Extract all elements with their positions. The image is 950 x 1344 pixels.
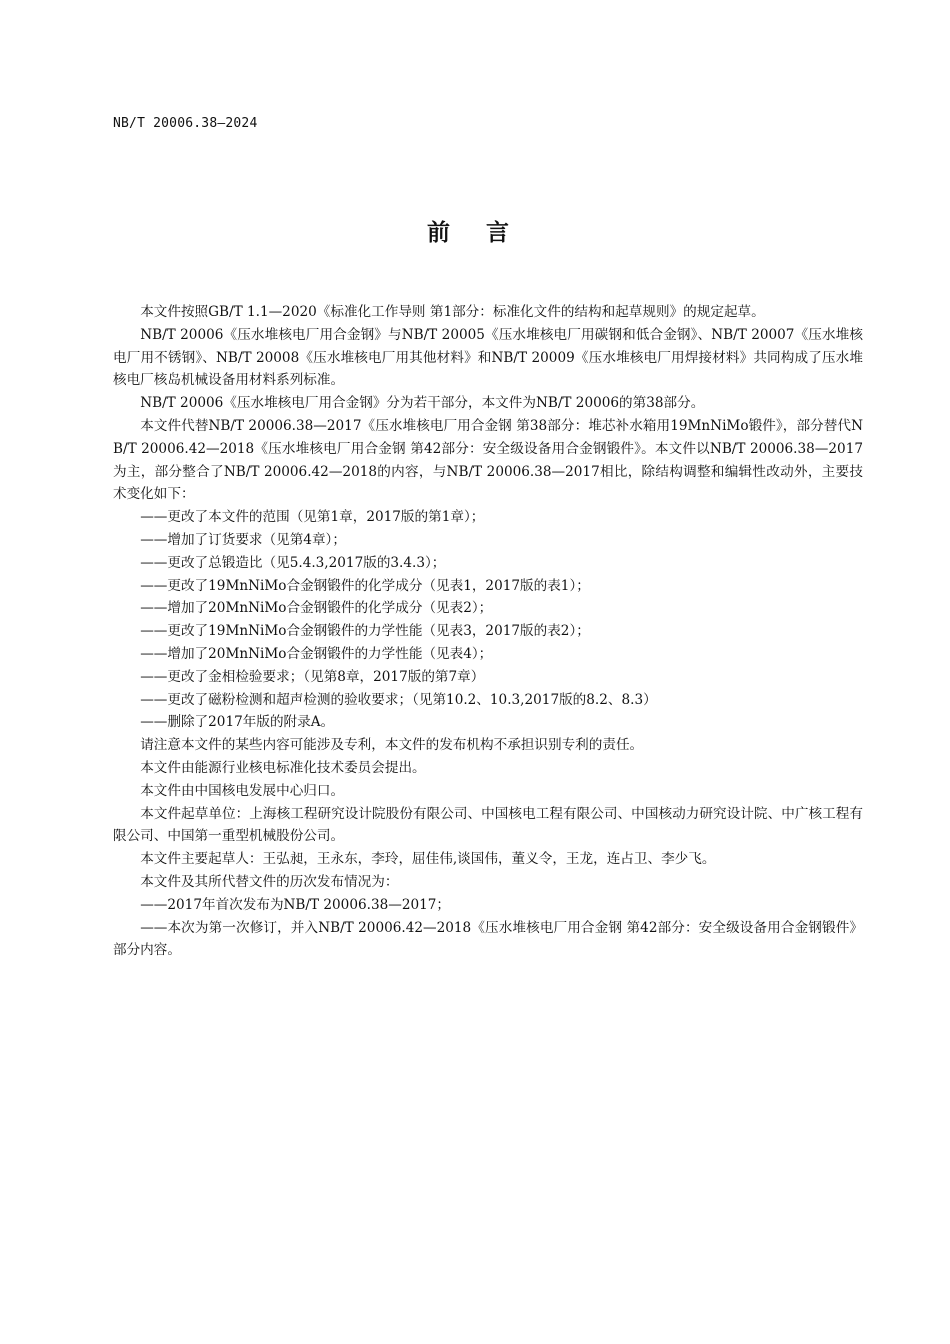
change-item: ——更改了磁粉检测和超声检测的验收要求；（见第10.2、10.3,2017版的8.2、8.3）: [140, 691, 657, 708]
foreword-body: [113, 301, 863, 962]
change-item: ——更改了本文件的范围（见第1章，2017版的第1章）；: [140, 509, 485, 526]
change-item: ——更改了19MnNiMo合金钢锻件的力学性能（见表3，2017版的表2）；: [140, 623, 590, 640]
paragraph: 本文件主要起草人：王弘昶，王永东，李玲，屈佳伟,谈国伟，董义令，王龙，连占卫、李少飞。: [140, 851, 716, 868]
paragraph: 本文件由中国核电发展中心归口。: [140, 782, 345, 799]
paragraph: NB/T 20006《压水堆核电厂用合金钢》与NB/T 20005《压水堆核电厂用碳钢和低合金钢》、NB/T 20007《压水堆核电厂用不锈钢》、NB/T 20008《压水堆核电厂用其他材料》和NB/T 20009《压水堆核电厂用焊接材料》共同构成了压水堆核电厂核岛机械设备用材料系列标准。: [113, 326, 863, 389]
history-item: ——2017年首次发布为NB/T 20006.38—2017；: [140, 896, 451, 913]
change-item: ——增加了20MnNiMo合金钢锻件的化学成分（见表2）；: [140, 600, 493, 617]
change-item: ——增加了20MnNiMo合金钢锻件的力学性能（见表4）；: [140, 645, 493, 662]
change-item: ——更改了19MnNiMo合金钢锻件的化学成分（见表1，2017版的表1）；: [140, 577, 590, 594]
history-item: ——本次为第一次修订，并入NB/T 20006.42—2018《压水堆核电厂用合金钢 第42部分：安全级设备用合金钢锻件》部分内容。: [113, 919, 863, 959]
paragraph: 请注意本文件的某些内容可能涉及专利，本文件的发布机构不承担识别专利的责任。: [140, 737, 644, 754]
change-item: ——更改了金相检验要求；（见第8章，2017版的第7章）: [140, 668, 485, 685]
paragraph: 本文件由能源行业核电标准化技术委员会提出。: [140, 759, 426, 776]
change-item: ——删除了2017年版的附录A。: [140, 714, 335, 731]
paragraph: 本文件代替NB/T 20006.38—2017《压水堆核电厂用合金钢 第38部分：堆芯补水箱用19MnNiMo锻件》，部分替代NB/T 20006.42—2018《压水堆核电厂用合金钢 第42部分：安全级设备用合金钢锻件》。本文件以NB/T 20006.38—2017为主，部分整合了NB/T 20006.42—2018的内容，与NB/T 20006.38—2017相比，除结构调整和编辑性改动外，主要技术变化如下：: [113, 417, 863, 503]
paragraph: 本文件及其所代替文件的历次发布情况为：: [140, 873, 399, 890]
document-code: NB/T 20006.38—2024: [113, 116, 258, 131]
paragraph: NB/T 20006《压水堆核电厂用合金钢》分为若干部分，本文件为NB/T 20006的第38部分。: [140, 395, 705, 412]
change-item: ——增加了订货要求（见第4章）；: [140, 531, 346, 548]
paragraph: 本文件起草单位：上海核工程研究设计院股份有限公司、中国核电工程有限公司、中国核动力研究设计院、中广核工程有限公司、中国第一重型机械股份公司。: [113, 805, 863, 845]
change-item: ——更改了总锻造比（见5.4.3,2017版的3.4.3）；: [140, 554, 446, 571]
paragraph: 本文件按照GB/T 1.1—2020《标准化工作导则 第1部分：标准化文件的结构和起草规则》的规定起草。: [140, 304, 765, 320]
section-title: 前 言: [426, 220, 523, 246]
